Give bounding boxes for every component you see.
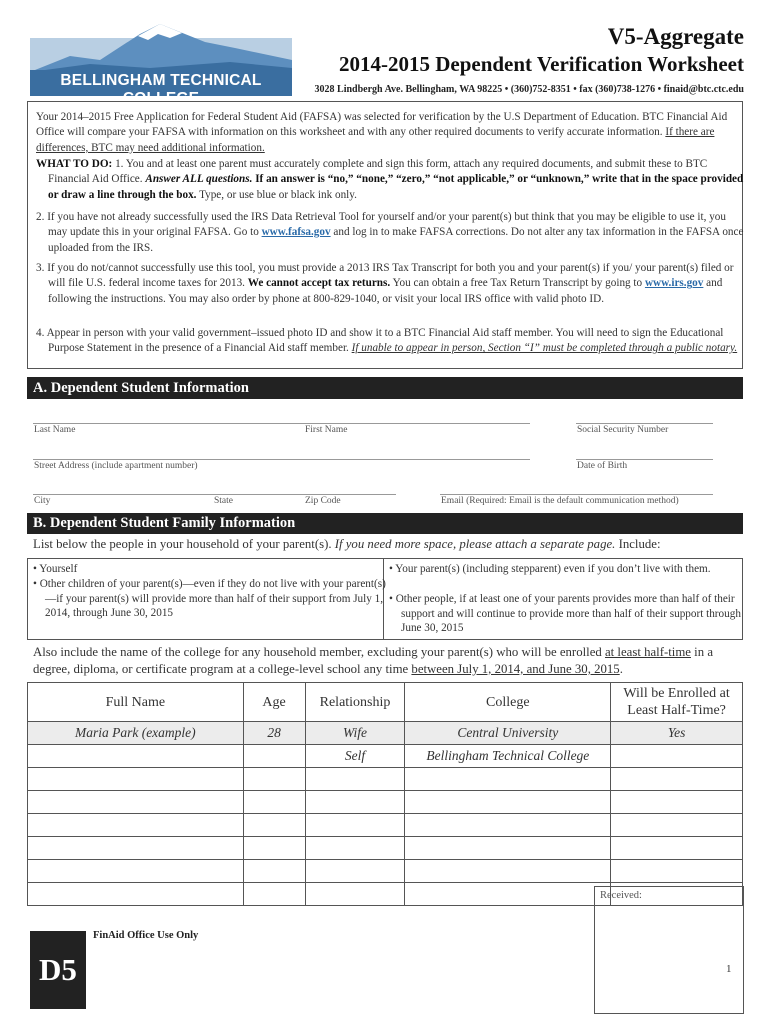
college-instruction-mid: in a degree, diploma, or certificate program at a college-level school any time	[33, 645, 714, 676]
form-badge: D5	[30, 931, 86, 1009]
header-age: Age	[243, 683, 305, 722]
table-row	[28, 860, 743, 883]
dob-label: Date of Birth	[577, 461, 628, 471]
half-time-note: at least half-time	[604, 645, 691, 659]
table-cell[interactable]	[611, 860, 743, 883]
last-name-label: Last Name	[34, 425, 76, 435]
fafsa-link[interactable]: www.fafsa.gov	[261, 226, 331, 239]
section-a-header: A. Dependent Student Information	[27, 377, 743, 399]
table-cell[interactable]	[405, 883, 611, 906]
table-cell[interactable]	[28, 768, 244, 791]
table-row	[28, 837, 743, 860]
table-row	[28, 814, 743, 837]
table-cell[interactable]	[243, 837, 305, 860]
form-code: V5-Aggregate	[607, 24, 744, 49]
include-other-people: • Other people, if at least one of your parents provides more than half of their support and will continue to provide more than half of their support through June 30, 2015	[389, 593, 741, 635]
city-state-zip-line[interactable]	[33, 494, 396, 495]
first-name-label: First Name	[305, 425, 348, 435]
answer-all-note: Answer ALL questions.	[145, 173, 253, 186]
example-enrolled: Yes	[611, 722, 743, 745]
college-instruction-end: .	[619, 662, 623, 676]
street-field-line[interactable]	[33, 459, 530, 460]
step-3-text: 3. If you do not/cannot successfully use this tool, you must provide a 2013 IRS Tax Transcript for both you and your parent(s) if you/ your parent(s) filed or will file U.S. federal income taxes for 2013.	[36, 262, 734, 290]
header-college: College	[405, 683, 611, 722]
table-cell[interactable]	[243, 791, 305, 814]
table-cell[interactable]	[611, 814, 743, 837]
self-college-cell: Bellingham Technical College	[405, 745, 611, 768]
household-intro-text: List below the people in your household of your parent(s).	[33, 537, 332, 551]
step-1-text: 1. You and at least one parent must accurately complete and sign this form, attach any required documents, and submit these to BTC Financial Aid Office.	[48, 158, 708, 186]
header-enrolled: Will be Enrolled at Least Half-Time?	[611, 683, 743, 722]
table-cell[interactable]	[611, 768, 743, 791]
table-row-self	[28, 745, 743, 768]
table-cell[interactable]	[305, 768, 405, 791]
step-2	[36, 210, 748, 256]
step-4	[36, 326, 748, 357]
table-cell[interactable]	[611, 791, 743, 814]
table-row	[28, 791, 743, 814]
mountain-logo-icon	[30, 20, 292, 72]
table-row	[28, 768, 743, 791]
city-label: City	[34, 496, 51, 506]
header-full-name: Full Name	[28, 683, 244, 722]
table-cell[interactable]	[28, 860, 244, 883]
intro-text: Your 2014–2015 Free Application for Federal Student Aid (FAFSA) was selected for verification by the U.S Department of Education. BTC Financial Aid Office will compare your FAFSA with information on this worksheet and with any other required documents to verify accurate information.	[36, 111, 728, 139]
step-3-text-end: and following the instructions. You may also order by phone at 800-829-1040, or visit your local IRS office with valid photo ID.	[48, 277, 723, 305]
self-age-cell[interactable]	[243, 745, 305, 768]
college-logo	[30, 20, 292, 107]
table-cell[interactable]	[305, 837, 405, 860]
step-1	[36, 157, 748, 203]
table-cell[interactable]	[305, 860, 405, 883]
intro-note: If there are differences, BTC may need additional information.	[36, 126, 715, 154]
step-2-text: 2. If you have not already successfully used the IRS Data Retrieval Tool for yourself and/or your parent(s) but think that you may be eligible to use it, you may update this in your original FAFSA. Go to	[36, 211, 726, 239]
table-cell[interactable]	[405, 837, 611, 860]
example-age: 28	[243, 722, 305, 745]
table-header-row	[28, 683, 743, 722]
college-instruction	[33, 644, 743, 678]
email-label: Email (Required: Email is the default communication method)	[441, 496, 679, 506]
state-label: State	[214, 496, 233, 506]
example-college: Central University	[405, 722, 611, 745]
table-cell[interactable]	[611, 837, 743, 860]
table-cell[interactable]	[305, 791, 405, 814]
household-intro-end: Include:	[615, 537, 661, 551]
table-cell[interactable]	[243, 768, 305, 791]
step-2-text-end: and log in to make FAFSA corrections. Do not alter any tax information in the FAFSA once uploaded from the IRS.	[48, 226, 744, 254]
page-title: 2014-2015 Dependent Verification Worksheet	[338, 52, 744, 76]
instructions-box	[27, 101, 743, 369]
table-cell[interactable]	[28, 791, 244, 814]
college-name: BELLINGHAM TECHNICAL COLLEGE	[60, 72, 262, 107]
received-stamp-box	[594, 886, 744, 1014]
office-use-label: FinAid Office Use Only	[93, 930, 199, 941]
table-cell[interactable]	[305, 883, 405, 906]
table-cell[interactable]	[405, 791, 611, 814]
self-enrolled-cell[interactable]	[611, 745, 743, 768]
page-number: 1	[726, 963, 732, 975]
what-to-do-label: WHAT TO DO:	[36, 158, 113, 170]
household-table	[27, 682, 743, 906]
intro-paragraph	[36, 110, 736, 156]
table-cell[interactable]	[405, 768, 611, 791]
include-other-children: • Other children of your parent(s)—even if they do not live with your parent(s)—if your parent(s) will provide more than half of their support from July 1, 2014, through June 30, 2015	[33, 578, 386, 620]
name-field-line[interactable]	[33, 423, 530, 424]
table-cell[interactable]	[243, 814, 305, 837]
received-label: Received:	[600, 890, 642, 901]
tax-returns-note: We cannot accept tax returns.	[247, 277, 391, 290]
header-relationship: Relationship	[305, 683, 405, 722]
household-intro-note: If you need more space, please attach a separate page.	[334, 537, 616, 551]
self-name-cell[interactable]	[28, 745, 244, 768]
table-cell[interactable]	[28, 837, 244, 860]
self-relationship-cell: Self	[305, 745, 405, 768]
notary-note: If unable to appear in person, Section “I” must be completed through a public notary.	[351, 342, 738, 355]
example-relationship: Wife	[305, 722, 405, 745]
ink-note: Type, or use blue or black ink only.	[196, 188, 357, 201]
household-intro	[33, 537, 661, 552]
table-row-example	[28, 722, 743, 745]
step-3	[36, 261, 748, 307]
step-3-text-mid: You can obtain a free Tax Return Transcript by going to	[390, 277, 645, 290]
ssn-label: Social Security Number	[577, 425, 669, 435]
date-range-note: between July 1, 2014, and June 30, 2015	[411, 662, 620, 676]
table-cell[interactable]	[28, 883, 244, 906]
table-cell[interactable]	[305, 814, 405, 837]
include-parents: • Your parent(s) (including stepparent) even if you don’t live with them.	[389, 563, 711, 575]
include-yourself: • Yourself	[33, 563, 78, 575]
office-address: 3028 Lindbergh Ave. Bellingham, WA 98225 • (360)752-8351 • fax (360)738-1276 • finaid@btc.ctc.edu	[314, 84, 744, 95]
email-field-line[interactable]	[440, 494, 713, 495]
table-cell[interactable]	[28, 814, 244, 837]
irs-link[interactable]: www.irs.gov	[644, 277, 704, 290]
table-cell[interactable]	[405, 814, 611, 837]
example-name: Maria Park (example)	[28, 722, 244, 745]
answer-rule: If an answer is “no,” “none,” “zero,” “not applicable,” or “unknown,” write that in the space provided or draw a line through the box.	[48, 173, 744, 201]
section-b-header: B. Dependent Student Family Information	[27, 513, 743, 534]
table-cell[interactable]	[243, 883, 305, 906]
zip-label: Zip Code	[305, 496, 341, 506]
table-cell[interactable]	[243, 860, 305, 883]
ssn-field-line[interactable]	[576, 423, 713, 424]
college-instruction-text: Also include the name of the college for any household member, excluding your parent(s) who will be enrolled	[33, 645, 605, 659]
dob-field-line[interactable]	[576, 459, 713, 460]
step-4-text: 4. Appear in person with your valid government–issued photo ID and show it to a BTC Financial Aid staff member. You will need to sign the Educational Purpose Statement in the presence of a Financial Aid staff member.	[36, 327, 724, 355]
table-cell[interactable]	[405, 860, 611, 883]
street-label: Street Address (include apartment number)	[34, 461, 198, 471]
